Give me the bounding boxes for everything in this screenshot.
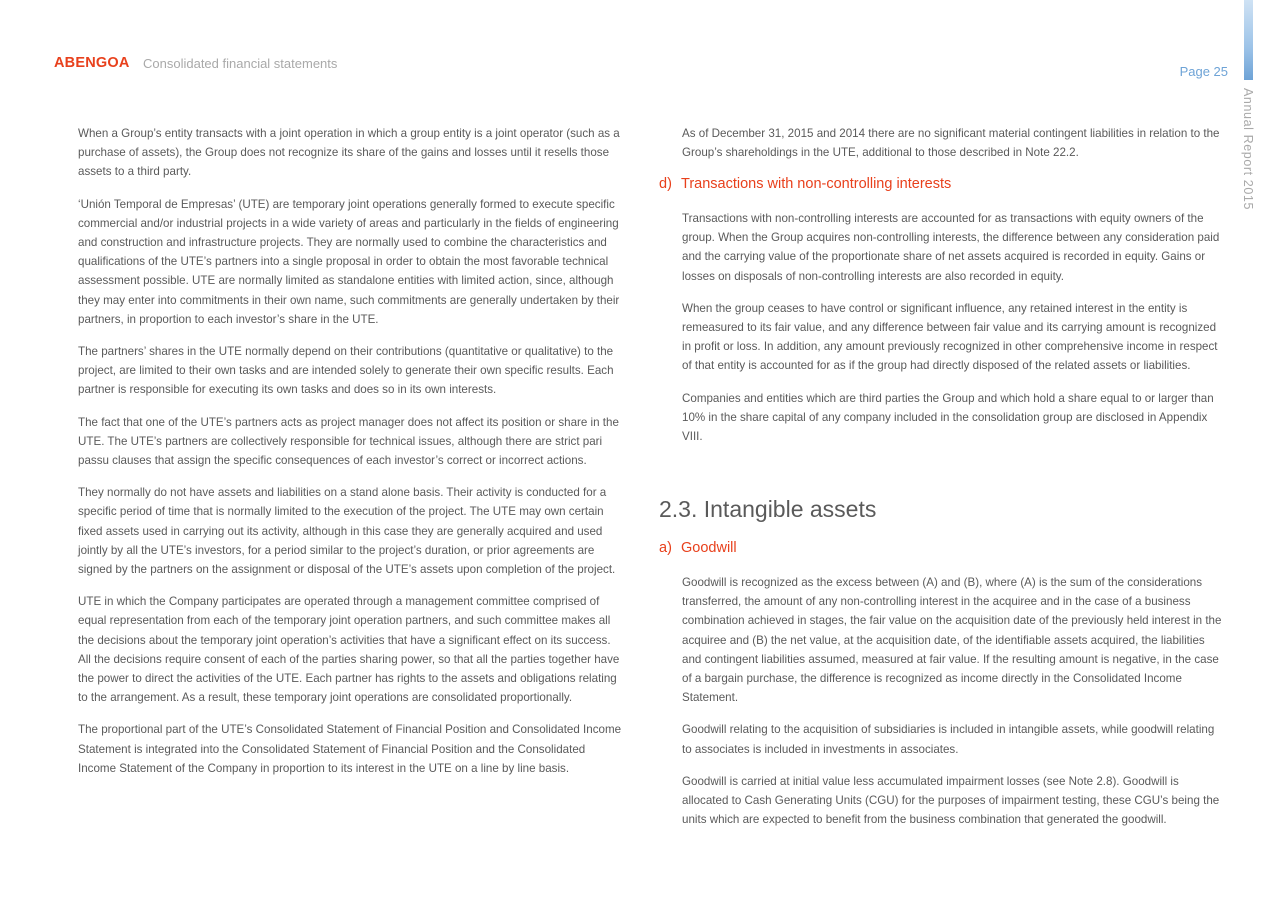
side-label: Annual Report 2015 (1241, 88, 1255, 210)
section-a-heading (659, 540, 737, 556)
side-accent-bar (1244, 0, 1253, 80)
paragraph: The proportional part of the UTE’s Consolidated Statement of Financial Position and Consolidated Income Statement is integrated into the Consolidated Statement of Financial Position and the Consolidated Income Statement of the Company in proportion to its interest in the UTE on a line by line basis. (78, 723, 622, 775)
paragraph: The fact that one of the UTE’s partners acts as project manager does not affect its position or share in the UTE. The UTE’s partners are collectively responsible for technical issues, although there are strict pari passu clauses that assign the specific consequences of each investor’s correct or incorrect actions. (78, 415, 619, 468)
company-logo: ABENGOA (54, 55, 130, 71)
left-column (78, 124, 623, 791)
paragraph: When the group ceases to have control or significant influence, any retained interest in the entity is remeasured to its fair value, and any difference between fair value and its carrying amount is recognized in profit or loss. In addition, any amount previously recognized in other comprehensive income in respect of that entity is accounted for as if the group had directly disposed of the related assets or liabilities. (682, 301, 1218, 373)
paragraph: When a Group’s entity transacts with a joint operation in which a group entity is a joint operator (such as a purchase of assets), the Group does not recognize its share of the gains and losses until it resells those assets to a third party. (78, 127, 620, 179)
section-d-heading (659, 176, 951, 192)
section-a-body (682, 573, 1227, 842)
paragraph: UTE in which the Company participates are operated through a management committee comprised of equal representation from each of the temporary joint operation partners, and such committee makes all the decisions about the temporary joint operation’s activities that have a significant effect on its success. All the decisions require consent of each of the parties sharing power, so that all the parties together have the power to direct the activities of the UTE. Each partner has rights to the assets and obligations relating to the arrangement. As a result, these temporary joint operations are consolidated proportionally. (78, 595, 620, 705)
paragraph: Goodwill is recognized as the excess between (A) and (B), where (A) is the sum of the considerations transferred, the amount of any non-controlling interest in the acquiree and in the case of a business combination achieved in stages, the fair value on the acquisition date of the previously held interest in the acquiree and (B) the net value, at the acquisition date, of the identifiable assets acquired, the liabilities and contingent liabilities assumed, measured at fair value. If the resulting amount is negative, in the case of a bargain purchase, the difference is recognized as income directly in the Consolidated Income Statement. (682, 576, 1222, 705)
paragraph: Goodwill relating to the acquisition of subsidiaries is included in intangible assets, while goodwill relating to associates is included in investments in associates. (682, 723, 1215, 756)
paragraph: Goodwill is carried at initial value less accumulated impairment losses (see Note 2.8). Goodwill is allocated to Cash Generating Units (CGU) for the purposes of impairment testing, these CGU’s being the units which are expected to benefit from the business combination that generated the goodwill. (682, 774, 1220, 827)
section-letter: a) (659, 540, 672, 556)
right-column-intro (682, 124, 1227, 175)
section-title: Transactions with non-controlling interests (681, 176, 952, 192)
paragraph: Companies and entities which are third parties the Group and which hold a share equal to or larger than 10% in the share capital of any company included in the consolidation group are disclosed in Appendix VIII. (682, 391, 1214, 444)
paragraph: The partners’ shares in the UTE normally depend on their contributions (quantitative or qualitative) to the project, are limited to their own tasks and are intended solely to generate their own specific results. Each partner is responsible for executing its own tasks and does so in its own interests. (78, 345, 614, 397)
paragraph: They normally do not have assets and liabilities on a stand alone basis. Their activity is conducted for a specific period of time that is normally limited to the execution of the project. The UTE may own certain fixed assets used in carrying out its activity, although in this case they are generally acquired and used jointly by all the UTE’s investors, for a period similar to the project’s duration, or prior agreements are signed by the partners on the assignment or disposal of the UTE’s assets upon completion of the project. (78, 486, 616, 577)
page-number: Page 25 (1179, 64, 1228, 79)
paragraph: As of December 31, 2015 and 2014 there are no significant material contingent liabilities in relation to the Group’s shareholdings in the UTE, additional to those described in Note 22.2. (682, 127, 1220, 160)
paragraph: Transactions with non-controlling interests are accounted for as transactions with equity owners of the group. When the Group acquires non-controlling interests, the difference between any consideration paid and the carrying value of the proportionate share of net assets acquired is recorded in equity. Gains or losses on disposals of non-controlling interests are also recorded in equity. (682, 212, 1220, 283)
section-title: Goodwill (681, 540, 737, 556)
section-letter: d) (659, 176, 672, 192)
section-d-body (682, 209, 1227, 459)
section-2-3-heading: 2.3. Intangible assets (659, 496, 877, 522)
document-title: Consolidated financial statements (143, 56, 338, 71)
paragraph: ‘Unión Temporal de Empresas’ (UTE) are temporary joint operations generally formed to execute specific commercial and/or industrial projects in a wide variety of areas and particularly in the fields of engineering and construction and infrastructure projects. They are normally used to combine the characteristics and qualifications of the UTE’s partners into a single proposal in order to obtain the most favorable technical assessment possible. UTE are normally limited as standalone entities with limited action, since, although they may enter into commitments in their own name, such commitments are generally undertaken by their partners, in proportion to each investor’s share in the UTE. (78, 197, 620, 326)
